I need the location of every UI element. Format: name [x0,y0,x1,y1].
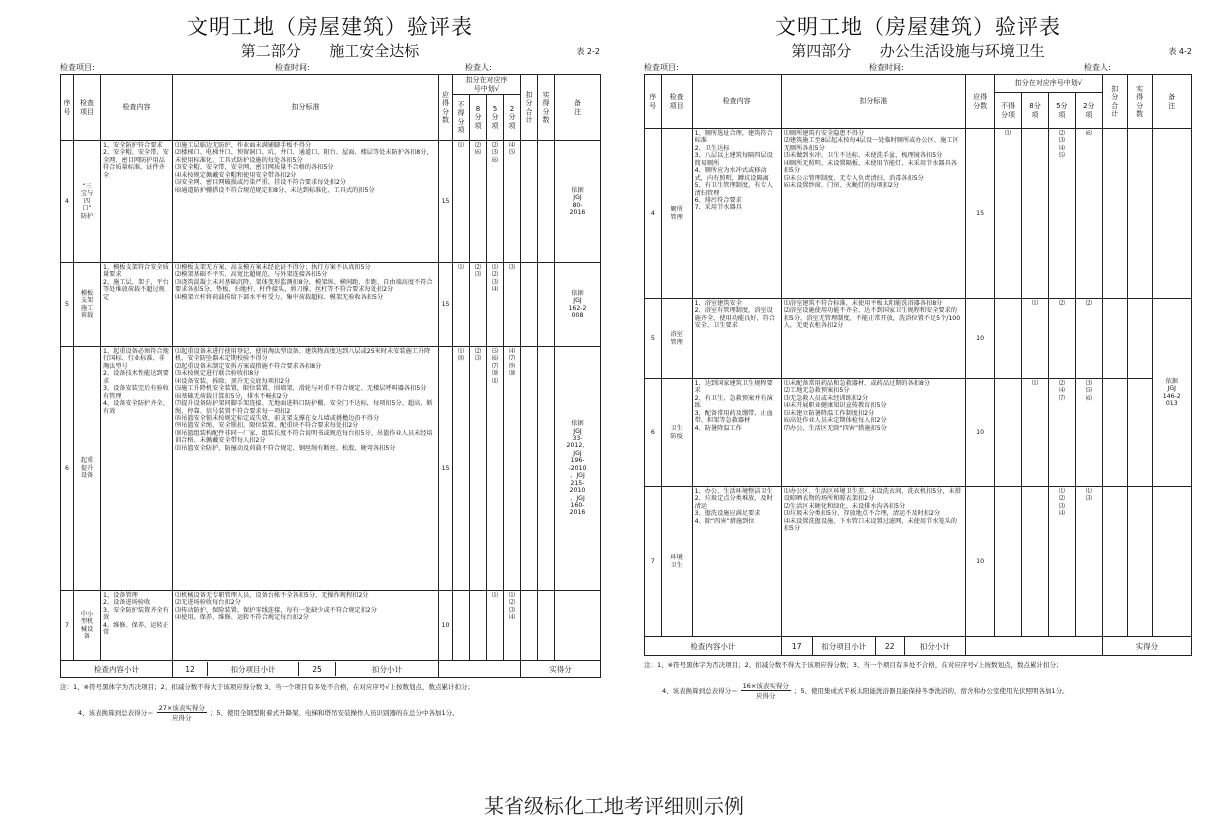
row-col5: ⑴ ⑵ ⑶ ⑷ [1048,487,1075,637]
row-col5: ⑵ ⑶ ⑷ ⑸ [1048,129,1075,299]
row-standard: ⑴浴室建筑不符合标准、未使用平板太阳能洗浴器各扣8分 ⑵浴室设施使用功能不齐全、达不到国家卫生规程和安全要求的扣5分，浴室无管理制度、不能正常开放，洗浴位置不足5个/100人，无更衣柜各扣2分 [781,299,965,379]
right-check-time-label: 检查时间: [869,63,904,72]
left-header-item: 检查 项目 [74,75,101,141]
row-total [1102,487,1127,637]
right-header-actual: 实 得 分 数 [1127,75,1152,129]
left-footer-v1: 12 [173,662,208,676]
row-content: 1、起重设备必须符合现行国标、行业标准、非淘汰型号 2、设备技术性能达到要求 3、设备安装完后有验收有管理 4、设备安全防护齐全、有效 [101,347,173,591]
left-footer-row [61,661,601,678]
table-row [61,347,601,591]
right-header-total: 扣 分 合 计 [1102,75,1127,129]
row-col8 [1022,487,1049,637]
row-col0 [995,487,1022,637]
row-actual [538,141,555,263]
left-footer-blank [439,661,521,678]
row-remark: 依据 JGJ 80- 2016 [555,141,601,263]
row-remark [555,591,601,661]
left-header-col8: 8 分 项 [470,95,487,141]
row-standard: ⑴起重设备未进行使用登记、使用淘汰型设备、建筑物高度达到八层或25米时未安装施工升降机、安全防坠器未定期校验不得分 ⑵起重设备未制定安拆方案或措施不符合要求各扣8分 ⑶未按规定进行联合验收扣8分 ⑷设备安装、拆除、顶升无交底每项扣2分 ⑸施工升降机安全装置，限位装置、围墙架、滑轮与对重不符合规定、无楼层呼叫器各扣5分 ⑹基础无荷载计算扣5分，排水不畅扣2分 ⑺提升设备防护架同脚手架连接、无地面进料口防护棚、安全门不达标，每项扣5分、超高、断绳、停靠、信号装置不符合要求每一项扣2 ⑻吊篮安全锁未按规定标定或失效、前支架支撑在女儿墙或挑檐边沿不得分 ⑼吊篮安全绳、安全锁扣、限位装置、配重块不符合要求每处扣2分 ⑽吊篮组装构配件非同一厂家、组装长度不符合说明书或规范每台扣5分、吊篮作业人员未经培训合格、未佩戴安全带每人扣2分 ⑾吊篮安全防护、防撞动及荷载不符合规定、钢丝绳有断丝、松股、硬弯各扣5分 [173,347,439,591]
left-check-item-label: 检查项目: [60,63,95,72]
row-standard: ⑴未配备常用药品和急救器材，或药品过期的各扣8分 ⑵工地无急救预案扣5分 ⑶无急救人员或未经训练扣2分 ⑷未开展职业健康知识宣传教育扣5分 ⑸未建立防暑降温工作制度扣2分 ⑹高处作业人员未定期体检每人扣2分 ⑺办公、生活区无除“四害”措施扣5分 [781,379,965,487]
right-form-page [644,0,1192,700]
row-content: 1、厕所选址合理，建筑符合标准 2、卫生达标 3、八层以上建筑每隔四层设简易厕所 4、厕所应为水冲式或移动式，内有照明，蹲坑设隔离 5、有卫生管理制度，有专人清扫管理 6、排污符合要求 7、采用节水器具 [692,129,781,299]
left-score-table [60,74,601,678]
table-row [61,263,601,347]
row-col2: ⑶ [504,263,521,347]
row-standard: ⑴办公区、生活区环境卫生差、未设洗衣间、洗衣机扣5分，未搭设晾晒衣物的场所和晾衣架扣2分 ⑵生活区未硬化和绿化、未设排水沟各扣5分 ⑶垃圾未分类扣5分、存放地点不合理，清运不及时扣2分 ⑷未设置洗盥设施、下水管口未设置过滤网，未使用节水笼头的扣5分 [781,487,965,637]
row-seq: 4 [645,129,662,299]
row-item: 厕所 管理 [661,129,692,299]
table-row [61,591,601,661]
row-content: 1、办公、生活环境整洁卫生 2、垃圾定点分类堆放、及时清运 3、盥洗设施应满足要求 4、除“四害”措施到位 [692,487,781,637]
row-col0 [453,591,470,661]
row-actual [538,347,555,591]
row-col0: ⑴ [453,263,470,347]
row-score: 15 [439,141,453,263]
row-item: 模板 支架 施工 荷载 [74,263,101,347]
row-col0 [995,379,1022,487]
left-note: 注：1、※符号黑体字为否决项目；2、扣减分数不得大于该项应得分数 3、当一个项目有多处不合格，在对应序号√上按数划点，数点累计扣分； [60,683,475,691]
right-header-col0: 不得 分项 [995,93,1022,129]
right-header-remark: 备 注 [1152,75,1191,129]
row-content: 1、安全防护符合要求 2、安全帽、安全带、安全网、密目网防护用品符合质量标准、证件齐全 [101,141,173,263]
right-header-col5: 5分 项 [1048,93,1075,129]
row-actual [1127,129,1152,299]
row-remark: 依据 JGJ 146-2 013 [1152,299,1191,487]
row-col5: ⑸ ⑹ ⑺ ⑽ ⑾ [487,347,504,591]
right-footer-label3: 扣分小计 [919,641,950,651]
row-col8: ⑵ ⑹ [470,141,487,263]
right-table-number: 表 4-2 [1168,47,1192,56]
row-item: “三 宝与 四 口” 防护 [74,141,101,263]
row-total [1102,299,1127,379]
row-total [1102,129,1127,299]
row-seq: 6 [61,347,74,591]
row-score: 15 [439,347,453,591]
row-col8: ⑴ [1022,299,1049,379]
right-header-col2: 2分 项 [1075,93,1102,129]
right-title: 文明工地（房屋建筑）验评表 [775,15,1061,39]
table-row [645,299,1192,379]
left-subtitle: 第二部分 施工安全达标 [240,42,420,60]
row-item: 起重 提升 设备 [74,347,101,591]
left-header-seq: 序 号 [61,75,74,141]
row-col5: ⑴ ⑵ ⑶ ⑷ [487,263,504,347]
right-check-item-label: 检查项目: [644,63,679,72]
row-score: 10 [439,591,453,661]
row-seq: 5 [61,263,74,347]
left-header-col2: 2 分 项 [504,95,521,141]
row-item: 卫生 防疫 [661,379,692,487]
row-col5: ⑴ [487,591,504,661]
left-title: 文明工地（房屋建筑）验评表 [187,15,473,39]
row-col8: ⑴ [1022,379,1049,487]
left-footer-label2: 扣分项目小计 [208,662,299,676]
left-table-number: 表 2-2 [576,47,600,56]
row-standard: ⑴模板支架无方案、高支模方案未经论证不得分；执行方案不认真扣5分 ⑵模架基础不平实、高宽比超规范、与外架连接各扣5分 ⑶浇筑混凝土未对基础沉降、架体变形监测扣8分，模架纵、横间距、步距、自由端高度不符合要求各扣5分，垫板、扫地杆、杆件接头、剪刀撑、丝杠等不符合要求每处扣2分 ⑷模架立杆将荷载传给下部水平杆受力、集中荷载超标、模架无验收各扣5分 [173,263,439,347]
row-content: 1、达到国家建筑卫生规程要求 2、有卫生、急救预案并有演练 3、配备常用药及绷带、止血带、担架等急救器材 4、防暑降温工作 [692,379,781,487]
row-score: 15 [966,129,995,299]
left-header-col5: 5 分 项 [487,95,504,141]
right-footer-row [645,637,1192,656]
table-row [61,141,601,263]
row-actual [1127,487,1152,637]
row-actual [538,263,555,347]
left-check-time-label: 检查时间: [275,63,310,72]
right-footer-label4: 实得分 [1102,637,1191,656]
right-header-content: 检查内容 [692,75,781,129]
left-footer-label4: 实得分 [521,661,601,678]
row-actual [538,591,555,661]
row-seq: 4 [61,141,74,263]
left-header-col0: 不 得 分 项 [453,95,470,141]
left-header-standard: 扣分标准 [173,75,439,141]
row-total [521,263,538,347]
row-score: 15 [439,263,453,347]
left-footer-middle [173,661,439,678]
right-inspector-label: 检查人: [1084,63,1111,72]
row-seq: 7 [61,591,74,661]
left-form-page [60,0,600,722]
table-row [645,487,1192,637]
row-col0: ⑴ ⑻ [453,347,470,591]
right-header-standard: 扣分标准 [781,75,965,129]
left-header-deduct-group: 扣分在对应序 号中划√ [453,75,521,95]
row-col0: ⑴ [995,129,1022,299]
right-footer-blank [966,637,1103,656]
right-header-item: 检查 项目 [661,75,692,129]
right-footer-v1: 17 [782,637,813,655]
row-total [521,141,538,263]
row-col5: ⑵ ⑷ ⑺ [1048,379,1075,487]
formula-numerator: 16×该表实得分 [742,682,789,691]
row-remark [1152,129,1191,299]
right-header-seq: 序 号 [645,75,662,129]
row-standard: ⑴厕所建筑有安全隐患不得分 ⑵建筑施工至8层起未按每4层设一处临时厕所或办公区、施工区无厕所各扣5分 ⑶未做到水冲、卫生不达标、未使洗手盆、梳理镜各扣5分 ⑷厕所无照明、未设置隔板、未使用节能灯、未采用节水器具各扣5分 ⑸未公示管理制度、无专人负责清扫、消毒各扣5分 ⑹未设置纱窗、门帘、灭蝇灯的每项扣2分 [781,129,965,299]
right-formula [644,681,1192,700]
formula-prefix: 4、该表换算到总表得分＝ [662,687,738,696]
row-col2: ⑴ ⑶ [1075,487,1102,637]
row-content: 1、浴室建筑安全 2、浴室有管理制度，浴室设施齐全，使用功能良好，符合安全、卫生要求 [692,299,781,379]
right-footer-v2: 22 [876,637,905,655]
formula-denominator: 应得分 [756,692,776,701]
row-seq: 6 [645,379,662,487]
row-col2: ⑷ ⑺ ⑼ ⑽ [504,347,521,591]
right-header-score: 应得 分数 [966,75,995,129]
row-content: 1、模板支架符合安全质量要求 2、施工层、架子、平台等处堆放荷载不超过规定 [101,263,173,347]
right-subtitle: 第四部分 办公生活设施与环境卫生 [791,42,1045,60]
formula-fraction [157,703,207,722]
formula-prefix: 4、该表换算到总表得分＝ [78,709,154,718]
row-total [521,347,538,591]
row-remark [1152,487,1191,637]
left-formula [60,703,600,722]
left-footer-label: 检查内容小计 [61,661,173,678]
right-header-col8: 8分 项 [1022,93,1049,129]
left-inspector-label: 检查人: [465,63,492,72]
left-header-total: 扣 分 合 计 [521,75,538,141]
row-col2: ⑴ ⑵ ⑶ ⑷ [504,591,521,661]
row-standard: ⑴施工层临边无防护、作业面未满铺脚手板不得分 ⑵楼梯口、电梯井口、预留洞口、坑、井口、通道口、阳台、屋面、楼层等处未防护各扣8分，未使用标准化、工具式防护设施的每处各扣5分 ⑶安全帽、安全带、安全网、密目网质量不合格的各扣5分 ⑷未按规定佩戴安全帽和使用安全带各扣2分 ⑸安全网、密目网破损或污染严重、挂设不符合要求每处扣2分 ⑹通道防护棚搭设不符合规范规定扣8分、未达到标准化、工具式的扣5分 [173,141,439,263]
row-col8 [470,591,487,661]
right-footer-middle [781,637,965,656]
left-header-content: 检查内容 [101,75,173,141]
formula-suffix: ；5、使用集成式平板太阳能洗浴器且能保持冬季洗浴的，宿舍和办公室使用光伏照明各加1分。 [793,687,1069,696]
image-caption: 某省级标化工地考评细则示例 [484,794,744,818]
right-note: 注：1、※符号黑体字为否决项目；2、扣减分数不得大于该项应得分数；3、当一个项目有多处不合格，在对应序号√上按数划点，数点累计扣分； [644,661,1063,669]
row-actual [1127,379,1152,487]
left-footer-label3: 扣分小计 [372,664,402,674]
row-col2: ⑷ ⑸ [504,141,521,263]
row-content: 1、设备管理 2、设备进场验收 3、安全防护装置齐全有效 4、维修、保养、运转正常 [101,591,173,661]
row-score: 10 [966,299,995,379]
row-remark: 依据 JGJ 162-2 008 [555,263,601,347]
row-col8: ⑵ ⑶ [470,347,487,591]
row-col0: ⑴ [453,141,470,263]
row-col8: ⑵ ⑶ [470,263,487,347]
row-score: 10 [966,379,995,487]
right-footer-label2: 扣分项目小计 [813,637,876,655]
row-col0 [995,299,1022,379]
row-item: 中小 型机 械设 备 [74,591,101,661]
table-row [645,379,1192,487]
row-standard: ⑴机械设备无专职管理人员，设备台帐不全各扣5分、无操作规程扣2分 ⑵无进场验收每台扣2分 ⑶传动防护、保险装置、保护零线连接，每有一处缺少或不符合规定扣2分 ⑷使用、保养、维修、运转不符合规定每台扣2分 [173,591,439,661]
row-seq: 7 [645,487,662,637]
formula-denominator: 应得分 [172,714,192,723]
row-col5: ⑵ [1048,299,1075,379]
row-item: 浴室 管理 [661,299,692,379]
row-actual [1127,299,1152,379]
row-total [1102,379,1127,487]
row-col5: ⑵ ⑶ ⑹ [487,141,504,263]
right-header-deduct-group: 扣分在对应序号中划√ [995,75,1103,93]
formula-numerator: 27×该表实得分 [158,704,205,713]
left-header-actual: 实 得 分 数 [538,75,555,141]
row-item: 环境 卫生 [661,487,692,637]
formula-suffix: ；5、使用全钢型附着式升降架、电梯和塔吊安装操作人员识别器的在总分中各加1分。 [209,709,459,718]
right-footer-label: 检查内容小计 [645,637,782,656]
row-col8 [1022,129,1049,299]
row-score: 10 [966,487,995,637]
left-header-score: 应 得 分 数 [439,75,453,141]
row-col2: ⑹ [1075,129,1102,299]
row-seq: 5 [645,299,662,379]
left-footer-v2: 25 [299,662,336,676]
formula-fraction [741,681,791,700]
left-header-remark: 备 注 [555,75,601,141]
row-total [521,591,538,661]
row-remark: 依据 JGJ 33- 2012、 JGJ 196- -2010 、JGJ 215- 2010 、JGJ 160- 2016 [555,347,601,591]
right-score-table [644,74,1192,656]
row-col2: ⑶ ⑸ ⑹ [1075,379,1102,487]
row-col2: ⑵ [1075,299,1102,379]
table-row [645,129,1192,299]
